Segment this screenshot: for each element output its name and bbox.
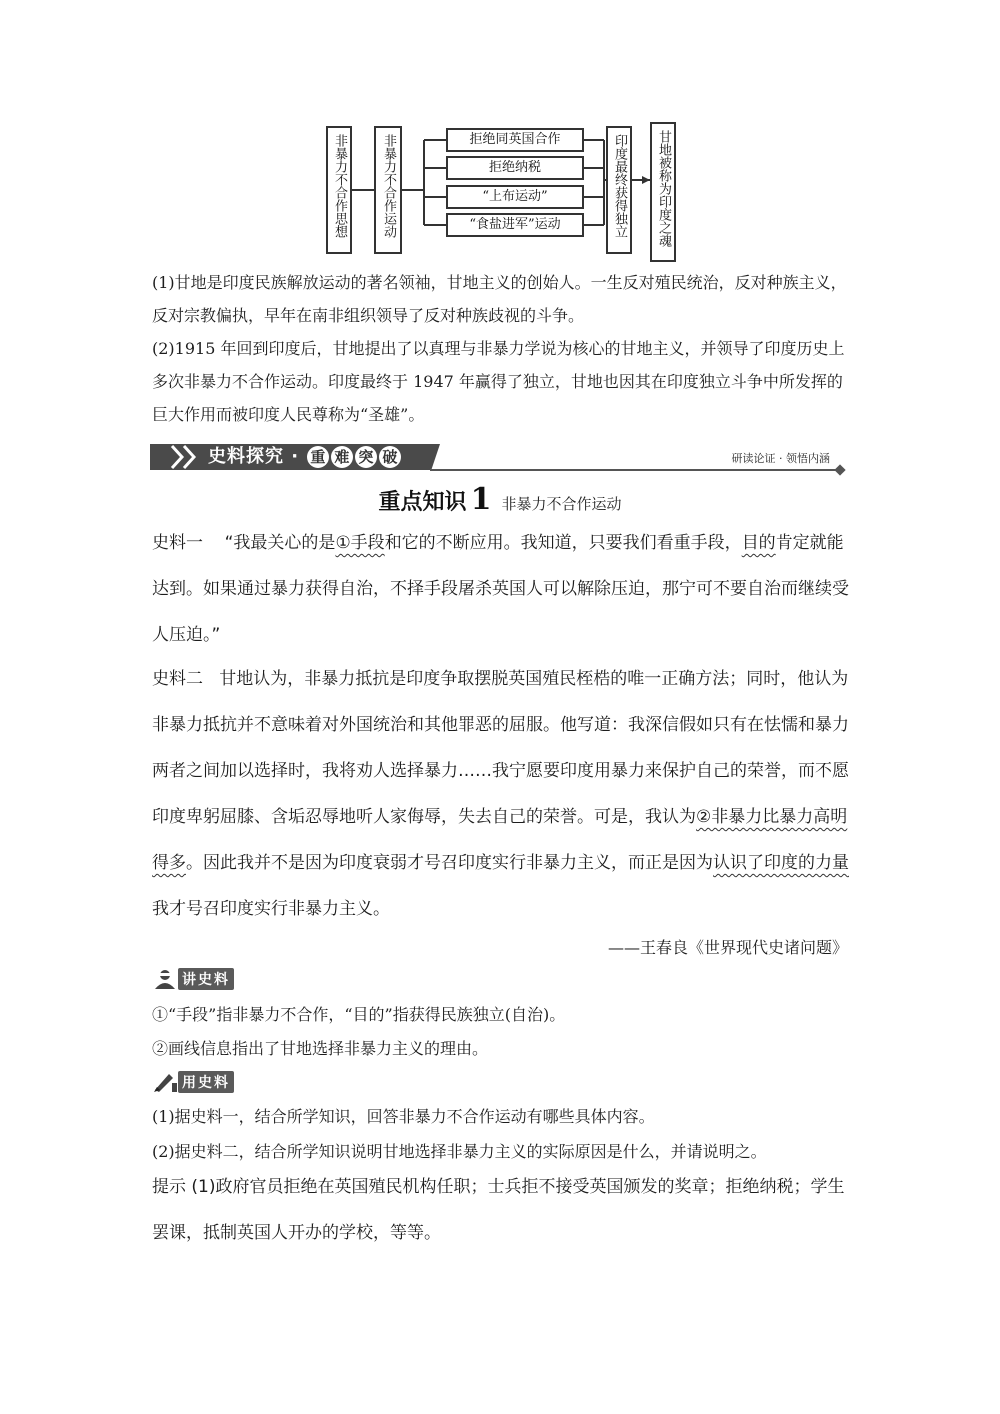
underlined-phrase: ②非暴力比暴力高明得多 [152,807,848,873]
hint-text: (1)政府官员拒绝在英国殖民机构任职；士兵拒不接受英国颁发的奖章；拒绝纳税；学生罢课，抵制英国人开办的学校，等等。 [152,1177,845,1243]
hint-answer [152,1164,852,1256]
banner-dot: · [291,446,300,467]
banner-rule [430,469,840,471]
banner-title [208,443,402,471]
banner-char: 破 [379,446,401,468]
section-banner [150,440,850,474]
explain-line-1: ①“手段”指非暴力不合作，“目的”指获得民族独立(自治)。 [152,1005,566,1024]
source-text: 。因此我并不是因为印度衰弱才号召印度实行非暴力主义，而正是因为 [186,853,713,873]
box-independence [606,126,632,254]
box-soul-of-india [650,122,676,262]
banner-char: 难 [331,446,353,468]
source-text: 和它的不断应用。我知道，只要我们看重手段， [384,533,742,553]
double-chevron-icon [168,444,204,470]
box-noncooperation-movement [374,126,402,254]
hint-label: 提示 [152,1177,186,1197]
banner-char: 突 [355,446,377,468]
underlined-phrase: 目的 [741,533,776,553]
branch-box-4: “食盐进军”运动 [446,213,584,237]
box-label: 非暴力不合作运动 [381,134,396,238]
source-attribution: ——王春良《世界现代史诸问题》 [607,938,848,957]
pen-icon [152,1071,178,1093]
box-label: 印度最终获得独立 [612,134,627,238]
explain-line-2: ②画线信息指出了甘地选择非暴力主义的理由。 [152,1039,489,1058]
source-text: 甘地认为，非暴力抵抗是印度争取摆脱英国殖民桎梏的唯一正确方法；同时，他认为非暴力抵抗并不意味着对外国统治和其他罪恶的屈服。他写道：我深信假如只有在怯懦和暴力两者之间加以选择时，我将劝人选择暴力……我宁愿要印度用暴力来保护自己的荣誉，而不愿印度卑躬屈膝、含垢忍辱地听人家侮辱，失去自己的荣誉。可是，我认为 [152,669,849,827]
source-text: “我最关心的是 [224,533,336,553]
banner-char: 重 [307,446,329,468]
key-point-heading [0,482,1000,517]
flow-diagram [0,0,1000,270]
source-2 [152,656,852,932]
explain-tag [152,968,234,990]
underlined-phrase: 认识了印度的力量 [713,853,849,873]
banner-title-a: 史料探究 [208,446,284,467]
use-tag [152,1071,234,1093]
source-1 [152,520,852,658]
question-1: (1)据史料一，结合所学知识，回答非暴力不合作运动有哪些具体内容。 [152,1107,655,1126]
explain-tag-label: 讲史料 [178,968,234,990]
branch-box-2: 拒绝纳税 [446,156,584,180]
source-text: 肯定就能达到。如果通过暴力获得自治，不择手段屠杀英国人可以解除压迫，那宁可不要自治而继续受人压迫。” [152,533,849,645]
box-nonviolence-idea [326,126,352,254]
banner-subtitle: 研读论证 · 领悟内涵 [731,452,830,465]
question-2: (2)据史料二，结合所学知识说明甘地选择非暴力主义的实际原因是什么，并请说明之。 [152,1142,767,1161]
source-label: 史料一 [152,533,203,553]
key-point-number: 1 [470,482,492,517]
branch-box-3: “上布运动” [446,185,584,209]
box-label: 非暴力不合作思想 [332,134,347,238]
use-tag-label: 用史料 [178,1071,234,1093]
branch-box-1: 拒绝同英国合作 [446,128,584,152]
teacher-icon [152,968,178,990]
source-text: 我才号召印度实行非暴力主义。 [152,899,390,919]
intro-paragraph-2: (2)1915 年回到印度后，甘地提出了以真理与非暴力学说为核心的甘地主义，并领导了印度历史上多次非暴力不合作运动。印度最终于 1947 年赢得了独立，甘地也因其在印度独立斗争中所发挥的巨大作用而被印度人民尊称为“圣雄”。 [152,339,845,424]
underlined-phrase: ①手段 [335,533,385,553]
box-label: 甘地被称为印度之魂 [656,130,671,247]
arrow-head [642,176,650,184]
intro-paragraph-1: (1)甘地是印度民族解放运动的著名领袖，甘地主义的创始人。一生反对殖民统治，反对种族主义，反对宗教偏执，早年在南非组织领导了反对种族歧视的斗争。 [152,273,847,325]
key-point-title: 重点知识 [378,490,467,515]
key-point-subtitle: 非暴力不合作运动 [501,495,622,513]
diamond-icon [834,464,845,475]
source-label: 史料二 [152,669,203,689]
